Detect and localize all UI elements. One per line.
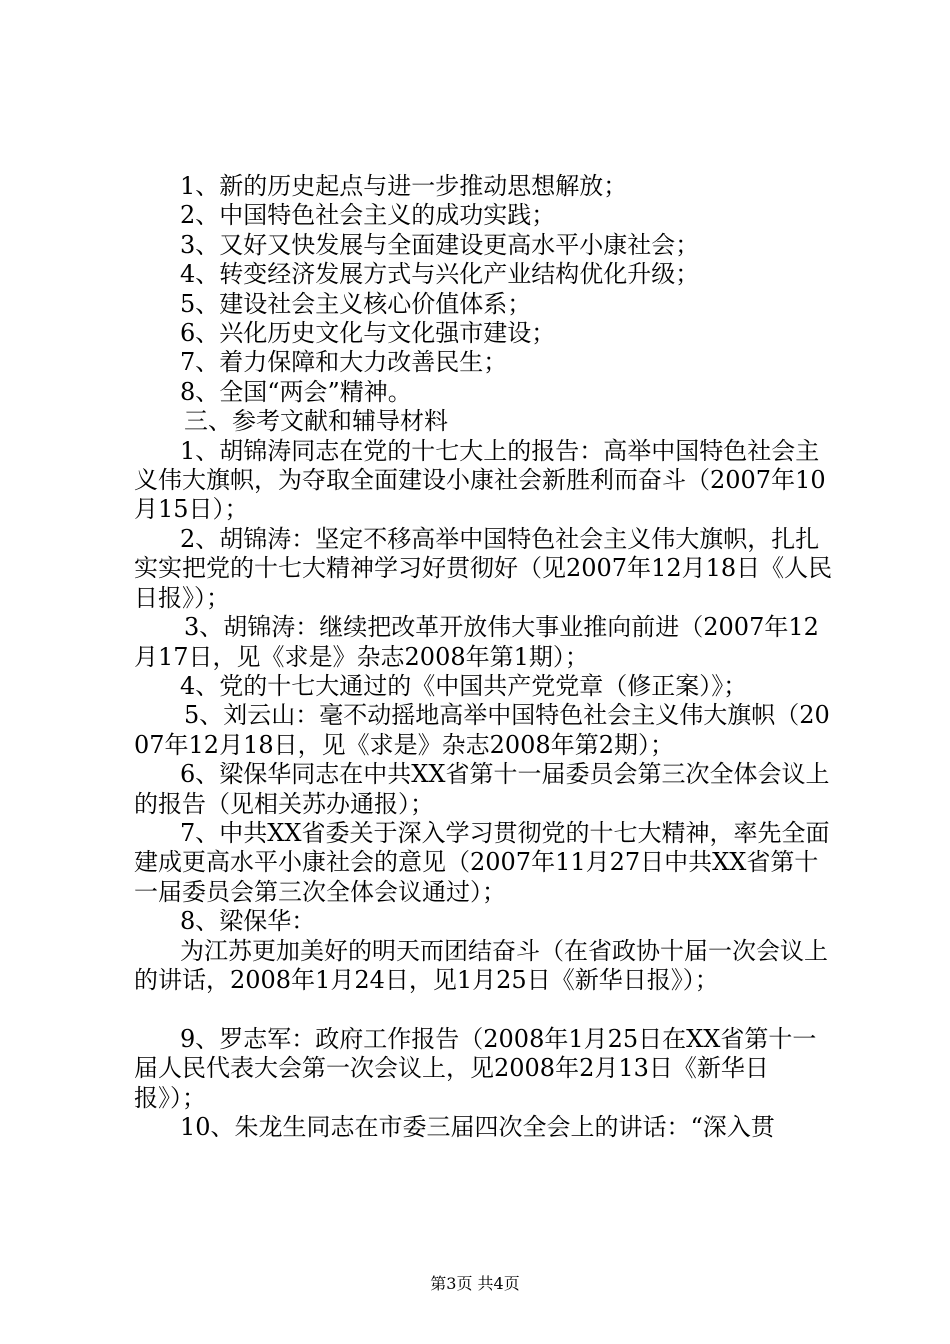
topic-item: 3、又好又快发展与全面建设更高水平小康社会； (180, 230, 700, 259)
reference-item: 10、朱龙生同志在市委三届四次全会上的讲话：“深入贯 (180, 1112, 775, 1141)
section-heading: 三、参考文献和辅导材料 (184, 407, 448, 436)
reference-item: 4、党的十七大通过的《中国共产党党章（修正案）》； (180, 671, 748, 700)
reference-item: 为江苏更加美好的明天而团结奋斗（在省政协十届一次会议上的讲话，2008年1月24日，见1月25日《新华日报》）； (134, 936, 828, 994)
topic-item: 7、着力保障和大力改善民生； (180, 348, 508, 377)
reference-item: 9、罗志军：政府工作报告（2008年1月25日在XX省第十一届人民代表大会第一次会议上，见2008年2月13日《新华日报》）； (134, 1024, 817, 1112)
reference-item: 7、中共XX省委关于深入学习贯彻党的十七大精神，率先全面建成更高水平小康社会的意见（2007年11月27日中共XX省第十一届委员会第三次全体会议通过）； (134, 818, 830, 906)
topic-item: 2、中国特色社会主义的成功实践； (180, 201, 556, 230)
reference-item: 2、胡锦涛：坚定不移高举中国特色社会主义伟大旗帜，扎扎实实把党的十七大精神学习好贯彻好（见2007年12月18日《人民日报》）； (134, 524, 833, 612)
topic-item: 6、兴化历史文化与文化强市建设； (180, 319, 556, 348)
topic-item: 4、转变经济发展方式与兴化产业结构优化升级； (180, 260, 700, 289)
reference-item: 6、梁保华同志在中共XX省第十一届委员会第三次全体会议上的报告（见相关苏办通报）； (134, 760, 830, 818)
reference-item: 8、梁保华： (180, 907, 316, 936)
topic-item: 1、新的历史起点与进一步推动思想解放； (180, 172, 628, 200)
reference-item: 3、胡锦涛：继续把改革开放伟大事业推向前进（2007年12月17日，见《求是》杂志2008年第1期）； (134, 613, 819, 671)
topic-item: 5、建设社会主义核心价值体系； (180, 289, 532, 318)
reference-item: 5、刘云山：毫不动摇地高举中国特色社会主义伟大旗帜（2007年12月18日，见《求是》杂志2008年第2期）； (134, 701, 830, 759)
topic-item: 8、全国“两会”精神。 (180, 377, 412, 406)
blank-line (134, 995, 834, 1024)
reference-item: 1、胡锦涛同志在党的十七大上的报告：高举中国特色社会主义伟大旗帜，为夺取全面建设小康社会新胜利而奋斗（2007年10月15日）； (134, 436, 826, 524)
page-footer: 第3页 共4页 (430, 1274, 520, 1293)
document-body (134, 172, 834, 1142)
